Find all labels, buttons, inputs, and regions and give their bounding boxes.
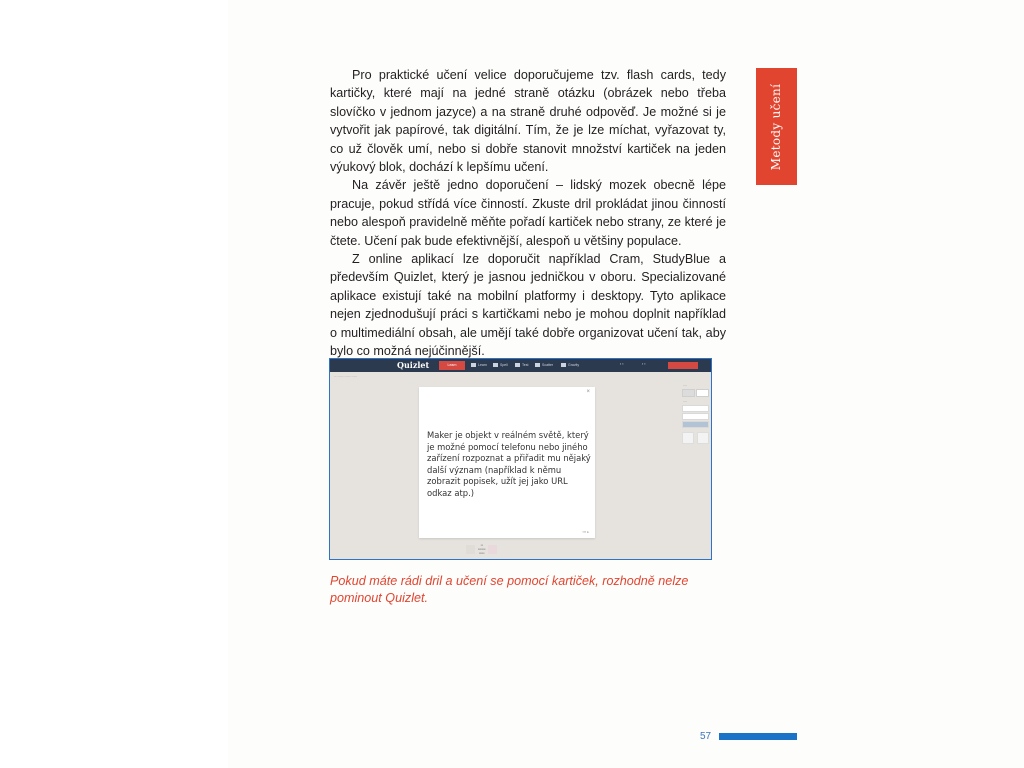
- shuffle-icon: [682, 432, 694, 444]
- quizlet-options-panel: [682, 381, 709, 466]
- quizlet-logo: Quizlet: [397, 360, 430, 370]
- options-toggle-row: [682, 389, 709, 397]
- body-text: [330, 66, 726, 361]
- quizlet-nav-help: ▪ ▪: [620, 362, 624, 366]
- options-item-2: [682, 413, 709, 420]
- paragraph-3: Z online aplikací lze doporučit například Cram, StudyBlue a především Quizlet, který je jasnou jedničkou v oboru. Specializované aplikace existují také na mobilní platformy i desktopy. Tyto aplikace nejen zjednodušují práci s kartičkami nebo je mohou doplnit například o multimediální obsah, ale umějí také dobře organizovat učení tak, aby bylo co možná nejúčinnější.: [330, 252, 726, 359]
- quizlet-tab-learn: Learn: [471, 362, 487, 369]
- quizlet-nav-login: ▪ ▪: [642, 362, 646, 366]
- test-icon: [515, 363, 520, 367]
- quizlet-tab-test: Test: [515, 362, 528, 369]
- chapter-side-tab-label: Metody učení: [769, 83, 784, 170]
- spell-icon: [493, 363, 498, 367]
- options-item-3: [682, 421, 709, 428]
- gravity-icon: [561, 363, 566, 367]
- quizlet-tab-gravity: Gravity: [561, 362, 579, 369]
- flashcard-footer: ▪▪▪ ▸: [582, 530, 589, 534]
- flashcard: [419, 387, 595, 538]
- quizlet-tab-spell: Spell: [493, 362, 508, 369]
- quizlet-tab-active: Learn: [439, 361, 465, 370]
- figure-caption: Pokud máte rádi dril a učení se pomocí kartiček, rozhodně nelze pominout Quizlet.: [330, 574, 689, 605]
- options-tiny-buttons: [682, 432, 709, 444]
- flashcard-text: Maker je objekt v reálném světě, který je možné pomocí telefonu nebo jiného zařízení rozpoznat a přiřadit mu nějaký další význam (například k němu zobrazit popisek, užít jej jako URL odkaz atp.): [427, 430, 591, 498]
- chapter-side-tab: [756, 68, 797, 185]
- quizlet-upgrade-button: [668, 362, 698, 369]
- scatter-icon: [535, 363, 540, 367]
- page-number-bar: [719, 733, 797, 740]
- page-number: 57: [700, 731, 712, 742]
- pager-status: ▪▪ ▪▪▪▪▪▪▪ ▪▪▪▪▪: [478, 543, 486, 555]
- quizlet-breadcrumb: ‥‥‥‥‥‥‥‥‥‥: [334, 374, 358, 378]
- options-label-2: ‥‥: [683, 399, 688, 403]
- paragraph-1: Pro praktické učení velice doporučujeme tzv. flash cards, tedy kartičky, které mají na jedné straně otázku (obrázek nebo třeba slovíčko v jednom jazyce) a na straně druhé odpověď. Je možné si je vytvořit jak papírové, tak digitální. Tím, že je lze míchat, vyřazovat ty, co už člověk umí, nebo si dobře stanovit množství kartiček na jeden výukový blok, dochází k lepšímu učení.: [330, 68, 726, 175]
- learn-icon: [471, 363, 476, 367]
- options-label: ‥‥: [683, 383, 688, 387]
- pager-prev: [466, 545, 475, 554]
- quizlet-tab-scatter: Scatter: [535, 362, 553, 369]
- quizlet-nav-bar: [330, 359, 711, 372]
- options-item-1: [682, 405, 709, 412]
- quizlet-pager: [466, 543, 497, 555]
- options-toggle-a: [682, 389, 695, 397]
- audio-icon: [697, 432, 709, 444]
- quizlet-screenshot: [329, 358, 712, 560]
- pager-next: [488, 545, 497, 554]
- paragraph-2: Na závěr ještě jedno doporučení – lidský mozek obecně lépe pracuje, pokud střídá více činností. Zkuste dril prokládat jinou činností nebo alespoň pravidelně měňte pořadí kartiček nebo strany, ze které je čtete. Učení pak bude efektivnější, alespoň u většiny populace.: [330, 178, 726, 248]
- options-toggle-b: [696, 389, 709, 397]
- close-icon: ×: [586, 389, 590, 395]
